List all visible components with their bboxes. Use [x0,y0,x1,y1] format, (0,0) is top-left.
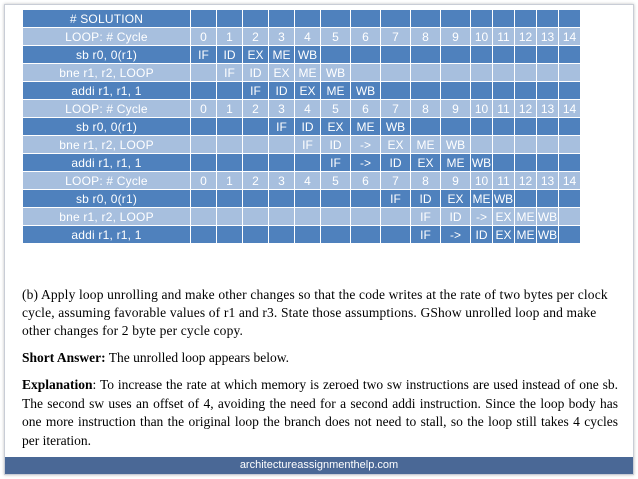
table-cell [493,10,515,28]
table-cell [295,226,321,244]
table-cell [559,136,581,154]
table-cell [217,154,243,172]
table-cell: 14 [559,28,581,46]
table-cell: ME [516,227,535,242]
table-cell: 12 [515,172,537,190]
table-cell [537,154,559,172]
table-row [23,208,581,226]
table-cell: WB [295,46,321,64]
table-cell [493,64,515,82]
table-cell [217,226,243,244]
table-cell: 10 [471,172,493,190]
table-cell [559,190,581,208]
table-cell [515,190,537,208]
table-cell: 1 [217,28,243,46]
table-cell [441,46,471,64]
table-cell [269,190,295,208]
table-cell [191,190,217,208]
table-cell [295,154,321,172]
table-cell: 14 [559,172,581,190]
explanation-text: : To increase the rate at which memory is zeroed two sw instructions are used instead of one sb. The second sw uses an offset of 4, avoiding the need for a second addi instruction. Since the loop body has one more instruction than the original loop the branch does not need to stall, so the loop still takes 4 cycles per iteration. [22,377,618,448]
table-cell [243,208,269,226]
table-cell: IF [411,208,441,226]
table-cell [411,82,441,100]
table-cell: ID [381,154,411,172]
table-cell [321,190,351,208]
table-cell [411,10,441,28]
row-label: LOOP: # Cycle [23,100,191,118]
table-cell [321,46,351,64]
table-cell [191,118,217,136]
table-cell [559,154,581,172]
table-cell [471,64,493,82]
table-cell: 6 [351,28,381,46]
table-cell: 3 [269,28,295,46]
table-cell [559,64,581,82]
table-cell [269,10,295,28]
table-cell [559,226,581,244]
table-cell: EX [295,82,321,100]
row-label: bne r1, r2, LOOP [23,64,191,82]
table-cell: IF [321,154,351,172]
table-cell [411,64,441,82]
table-cell: -> [351,136,381,154]
table-cell: 6 [351,100,381,118]
table-cell: ME [351,118,381,136]
row-label: addi r1, r1, 1 [23,154,191,172]
table-cell: IF [411,226,441,244]
table-cell: IF [191,46,217,64]
table-cell [441,82,471,100]
table-cell [243,154,269,172]
table-cell: 7 [381,100,411,118]
table-cell [515,118,537,136]
table-row [23,118,581,136]
table-cell [321,226,351,244]
table-cell: 2 [243,172,269,190]
table-cell: EX [493,226,515,244]
table-cell: ME [269,46,295,64]
table-cell [493,82,515,100]
table-cell [411,118,441,136]
table-cell [471,136,493,154]
explanation [22,376,618,450]
table-cell: EX [321,118,351,136]
table-cell [381,226,411,244]
table-cell: ID [269,82,295,100]
table-cell [559,208,581,226]
table-cell [351,190,381,208]
footer-banner: architectureassignmenthelp.com [5,457,633,474]
table-cell [559,82,581,100]
table-cell: 12 [515,100,537,118]
table-cell [295,208,321,226]
table-cell [191,10,217,28]
row-label: bne r1, r2, LOOP [23,136,191,154]
table-cell: -> [471,208,493,226]
table-cell: 13 [537,28,559,46]
table-cell: 8 [411,28,441,46]
table-cell: 7 [381,28,411,46]
table-cell: 5 [321,100,351,118]
table-row [23,154,581,172]
table-cell: EX [493,208,515,226]
table-cell: IF [295,136,321,154]
table-cell [269,154,295,172]
table-cell [381,82,411,100]
table-cell: ID [441,208,471,226]
table-cell: IF [217,64,243,82]
table-cell: 1 [217,100,243,118]
table-cell: 14 [559,100,581,118]
table-cell: WB [471,155,492,170]
table-cell [381,64,411,82]
table-cell [269,136,295,154]
table-cell: 0 [191,172,217,190]
row-label: addi r1, r1, 1 [23,226,191,244]
table-cell: ME [441,154,471,172]
table-cell [441,118,471,136]
table-cell: 5 [321,172,351,190]
table-cell [493,136,515,154]
table-cell: 11 [493,28,515,46]
table-cell: 12 [515,28,537,46]
explanation-label: Explanation [22,377,93,392]
table-cell [537,136,559,154]
table-cell: -> [351,154,381,172]
row-label: LOOP: # Cycle [23,28,191,46]
table-cell [269,226,295,244]
table-cell [559,118,581,136]
short-answer [22,349,618,367]
table-row [23,10,581,28]
table-cell [243,118,269,136]
row-label: sb r0, 0(r1) [23,46,191,64]
table-cell: 9 [441,172,471,190]
question-text: (b) Apply loop unrolling and make other changes so that the code writes at the rate of two bytes per clock cycle, assuming favorable values of r1 and r3. State those assumptions. GShow unrolled loop and make other changes for 2 byte per cycle copy. [22,287,608,338]
table-cell [559,46,581,64]
table-cell [441,64,471,82]
table-cell: EX [411,154,441,172]
row-label: bne r1, r2, LOOP [23,208,191,226]
row-label: # SOLUTION [23,10,191,28]
table-cell [243,10,269,28]
table-cell [295,10,321,28]
row-label: addi r1, r1, 1 [23,82,191,100]
table-cell: 2 [243,28,269,46]
table-cell [351,64,381,82]
table-cell: -> [441,226,471,244]
table-cell [191,154,217,172]
table-cell [351,208,381,226]
table-cell [493,46,515,64]
table-cell: ME [516,209,535,224]
table-cell: 3 [269,100,295,118]
table-cell [351,10,381,28]
table-cell: ID [295,118,321,136]
table-cell: 5 [321,28,351,46]
table-cell [243,136,269,154]
table-cell [381,10,411,28]
table-cell: ME [472,191,491,206]
table-cell: WB [537,227,558,242]
table-cell: 11 [493,172,515,190]
table-row [23,190,581,208]
table-cell [191,136,217,154]
table-cell: 9 [441,100,471,118]
table-cell: IF [243,82,269,100]
table-cell [295,190,321,208]
pipeline-table [22,9,581,244]
table-cell: ME [295,64,321,82]
table-cell [515,154,537,172]
table-cell: 4 [295,172,321,190]
table-cell: ME [321,82,351,100]
table-cell: EX [243,46,269,64]
table-cell [191,82,217,100]
table-cell [351,46,381,64]
table-cell: 4 [295,28,321,46]
row-label: LOOP: # Cycle [23,172,191,190]
table-cell: 0 [191,28,217,46]
table-cell [217,190,243,208]
table-cell [471,10,493,28]
table-cell [441,10,471,28]
table-cell [191,226,217,244]
table-cell: ME [411,136,441,154]
table-cell: 10 [471,28,493,46]
table-cell: 9 [441,28,471,46]
table-cell [191,64,217,82]
table-row [23,28,581,46]
table-cell: WB [351,82,381,100]
row-label: sb r0, 0(r1) [23,190,191,208]
table-cell: 13 [537,172,559,190]
table-cell: WB [537,209,558,224]
table-cell: ID [321,136,351,154]
table-cell [351,226,381,244]
table-cell: ID [243,64,269,82]
table-row [23,64,581,82]
table-row [23,136,581,154]
table-cell: 8 [411,100,441,118]
table-cell: EX [269,64,295,82]
table-cell: 8 [411,172,441,190]
table-cell [269,208,295,226]
table-cell: EX [381,136,411,154]
table-cell [515,64,537,82]
table-cell [515,136,537,154]
table-cell [243,190,269,208]
table-row [23,46,581,64]
table-cell: WB [321,64,351,82]
table-cell [537,82,559,100]
table-cell [493,154,515,172]
table-cell: 10 [471,100,493,118]
row-label: sb r0, 0(r1) [23,118,191,136]
table-cell: 1 [217,172,243,190]
table-cell [537,10,559,28]
table-cell [243,226,269,244]
notes [22,286,618,450]
table-cell: WB [381,118,411,136]
table-cell: ID [471,226,493,244]
table-cell [217,10,243,28]
table-row [23,100,581,118]
table-cell [321,208,351,226]
table-cell: ID [217,46,243,64]
table-cell [191,208,217,226]
table-cell [471,46,493,64]
table-cell [321,10,351,28]
table-cell [217,208,243,226]
table-cell: IF [269,118,295,136]
table-row [23,82,581,100]
table-cell [381,46,411,64]
table-cell [537,64,559,82]
table-cell [493,118,515,136]
table-cell [411,46,441,64]
table-cell: 3 [269,172,295,190]
short-answer-text: The unrolled loop appears below. [105,350,289,365]
table-row [23,226,581,244]
table-cell [537,118,559,136]
table-cell: 13 [537,100,559,118]
table-cell [537,46,559,64]
table-row [23,172,581,190]
table-cell [381,208,411,226]
table-cell [559,10,581,28]
table-cell: 6 [351,172,381,190]
table-cell [537,190,559,208]
table-cell: 11 [493,100,515,118]
table-cell [217,118,243,136]
table-cell: 7 [381,172,411,190]
table-cell: WB [493,191,514,206]
table-cell: WB [441,136,471,154]
table-cell [471,118,493,136]
table-cell [217,136,243,154]
table-cell: 2 [243,100,269,118]
table-cell [515,10,537,28]
table-cell [471,82,493,100]
short-answer-label: Short Answer: [22,350,106,365]
table-cell: 0 [191,100,217,118]
table-cell: EX [441,190,471,208]
table-cell: ID [411,190,441,208]
table-cell [217,82,243,100]
table-cell [515,82,537,100]
table-cell: IF [381,190,411,208]
table-cell [515,46,537,64]
table-cell: 4 [295,100,321,118]
